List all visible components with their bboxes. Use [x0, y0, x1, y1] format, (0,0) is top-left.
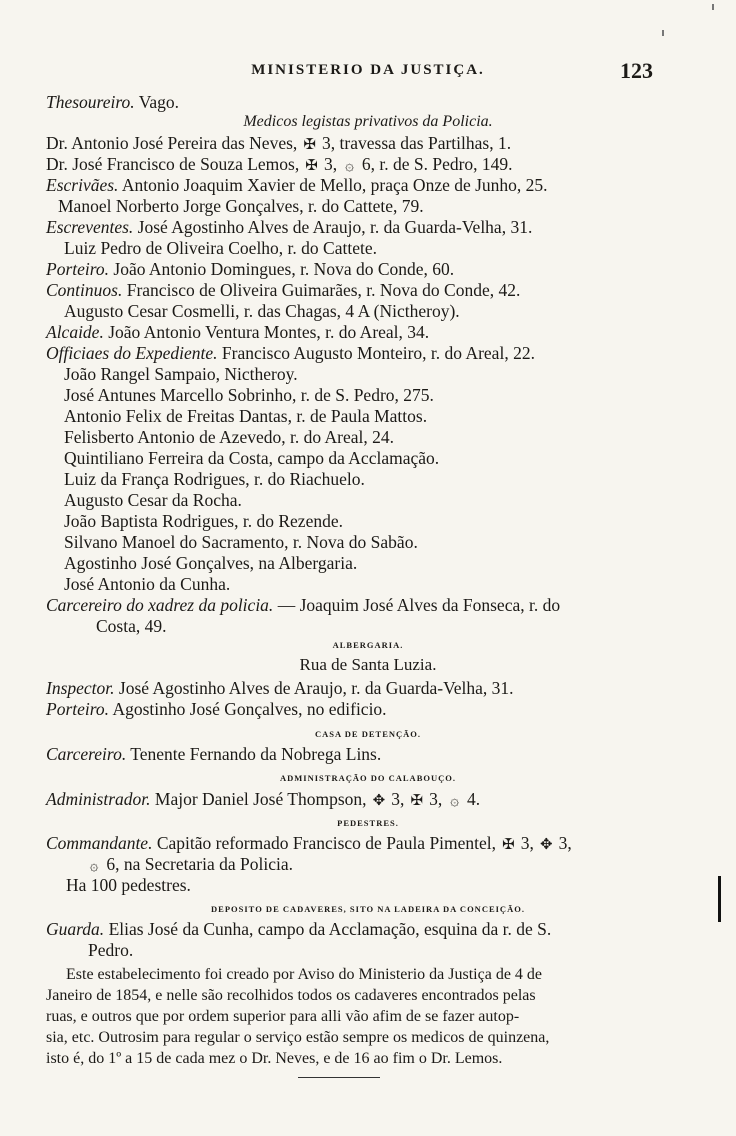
entry-line: Luiz da França Rodrigues, r. do Riachuelo. — [64, 469, 365, 489]
entry-line: Augusto Cesar Cosmelli, r. das Chagas, 4 A (Nictheroy). — [64, 301, 460, 321]
subheading: Medicos legistas privativos da Policia. — [243, 113, 493, 130]
entry-line: Thesoureiro. Vago. — [46, 92, 180, 112]
cross-order-icon: ✠ — [410, 793, 424, 809]
section-heading: CASA DE DETENÇÃO. — [314, 729, 422, 739]
entry-line: Silvano Manoel do Sacramento, r. Nova do Sabão. — [64, 532, 418, 552]
paragraph-line: ruas, e outros que por ordem superior para alli vão afim de se fazer autop- — [46, 1008, 520, 1025]
entry-line: Augusto Cesar da Rocha. — [64, 490, 242, 510]
entry-line: Carcereiro do xadrez da policia. — Joaquim José Alves da Fonseca, r. do — [46, 595, 561, 615]
entry-line: ۞ 6, na Secretaria da Policia. — [86, 854, 293, 876]
entry-line: Antonio Felix de Freitas Dantas, r. de Paula Mattos. — [64, 406, 428, 426]
margin-mark — [718, 876, 721, 922]
print-speck — [712, 4, 714, 10]
medal-order-icon: ۞ — [345, 158, 354, 174]
entry-line: Quintiliano Ferreira da Costa, campo da Acclamação. — [64, 448, 440, 468]
entry-line: Porteiro. João Antonio Domingues, r. Nova do Conde, 60. — [46, 259, 455, 279]
entry-line: Officiaes do Expediente. Francisco Augusto Monteiro, r. do Areal, 22. — [46, 343, 535, 363]
entry-line: Guarda. Elias José da Cunha, campo da Acclamação, esquina da r. de S. — [46, 919, 552, 939]
paragraph-line: Este estabelecimento foi creado por Aviso do Ministerio da Justiça de 4 de — [66, 966, 543, 983]
closing-rule — [298, 1077, 380, 1078]
entry-line: João Baptista Rodrigues, r. do Rezende. — [64, 511, 343, 531]
entry-line: Dr. José Francisco de Souza Lemos, ✠ 3, ۞ 6, r. de S. Pedro, 149. — [46, 154, 513, 174]
entry-line: José Antunes Marcello Sobrinho, r. de S. Pedro, 275. — [64, 385, 434, 405]
entry-line: Dr. Antonio José Pereira das Neves, ✠ 3, travessa das Partilhas, 1. — [46, 133, 512, 153]
medal-order-icon: ۞ — [450, 793, 460, 809]
entry-line: Costa, 49. — [96, 616, 167, 636]
rose-order-icon: ✥ — [540, 837, 553, 853]
section-heading: DEPOSITO DE CADAVERES, SITO NA LADEIRA DA CONCEIÇÃO. — [211, 904, 525, 914]
entry-line: Inspector. José Agostinho Alves de Araujo, r. da Guarda-Velha, 31. — [46, 678, 514, 698]
paragraph-line: Janeiro de 1854, e nelle são recolhidos todos os cadaveres encontrados pelas — [46, 987, 536, 1004]
section-address: Rua de Santa Luzia. — [299, 655, 437, 674]
entry-line: Continuos. Francisco de Oliveira Guimarães, r. Nova do Conde, 42. — [46, 280, 521, 300]
entry-line: Escrivães. Antonio Joaquim Xavier de Mello, praça Onze de Junho, 25. — [46, 175, 548, 195]
section-heading: ADMINISTRAÇÃO DO CALABOUÇO. — [280, 773, 456, 783]
entry-line: José Antonio da Cunha. — [64, 574, 231, 594]
paragraph-line: sia, etc. Outrosim para regular o serviço estão sempre os medicos de quinzena, — [46, 1029, 550, 1046]
entry-line: Escreventes. José Agostinho Alves de Araujo, r. da Guarda-Velha, 31. — [46, 217, 533, 237]
medal-order-icon: ۞ — [89, 858, 99, 874]
paragraph-line: isto é, do 1º a 15 de cada mez o Dr. Neves, e de 16 ao fim o Dr. Lemos. — [46, 1050, 503, 1067]
section-heading: PEDESTRES. — [337, 818, 399, 828]
print-speck — [662, 30, 664, 36]
section-heading: ALBERGARIA. — [332, 640, 404, 650]
running-header: MINISTERIO DA JUSTIÇA. — [251, 62, 485, 78]
entry-line: Porteiro. Agostinho José Gonçalves, no edificio. — [46, 699, 387, 719]
rose-order-icon: ✥ — [372, 793, 386, 809]
entry-line: Pedro. — [88, 940, 134, 960]
entry-line: Felisberto Antonio de Azevedo, r. do Areal, 24. — [64, 427, 395, 447]
entry-line: Carcereiro. Tenente Fernando da Nobrega Lins. — [46, 744, 382, 764]
entry-line: Ha 100 pedestres. — [66, 875, 191, 895]
entry-line: Manoel Norberto Jorge Gonçalves, r. do Cattete, 79. — [58, 196, 424, 216]
entry-line: Commandante. Capitão reformado Francisco de Paula Pimentel, ✠ 3, ✥ 3, — [46, 833, 572, 853]
entry-line: Agostinho José Gonçalves, na Albergaria. — [64, 553, 358, 573]
page-number: 123 — [620, 58, 653, 83]
entry-line: João Rangel Sampaio, Nictheroy. — [64, 364, 298, 384]
cross-order-icon: ✠ — [303, 137, 316, 153]
entry-line: Alcaide. João Antonio Ventura Montes, r. do Areal, 34. — [46, 322, 430, 342]
entry-line: Administrador. Major Daniel José Thompson, ✥ 3, ✠ 3, ۞ 4. — [46, 789, 481, 809]
entry-line: Luiz Pedro de Oliveira Coelho, r. do Cattete. — [64, 238, 377, 258]
cross-order-icon: ✠ — [502, 837, 515, 853]
cross-order-icon: ✠ — [305, 158, 318, 174]
